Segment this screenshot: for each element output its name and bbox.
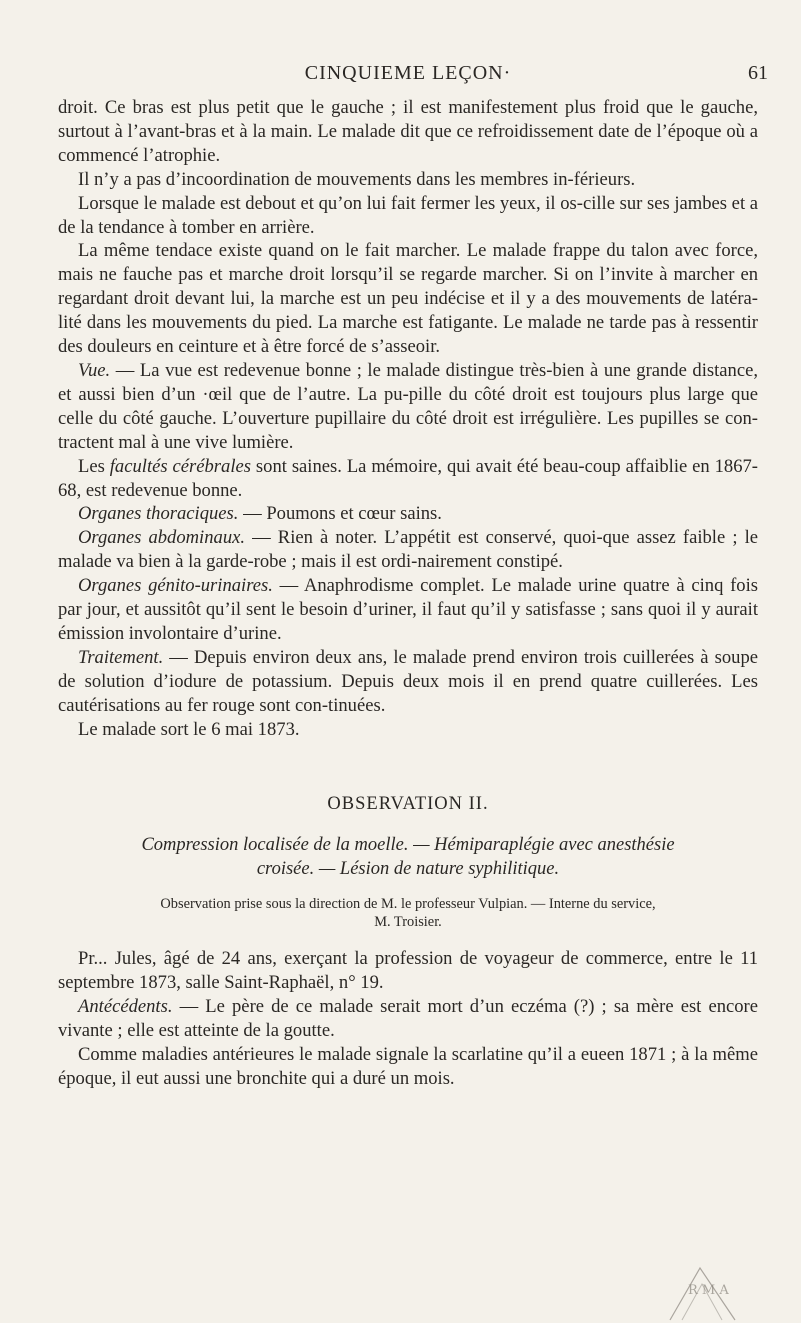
paragraph-text: Les [78,455,110,477]
paragraph-text: — Poumons et cœur sains. [238,503,442,525]
running-title: CINQUIEME LEÇON· [304,62,512,84]
paragraph [58,646,758,718]
observation-note [58,895,758,931]
paragraph-text: Il n’y a pas d’incoordination de mouvements dans les membres in-férieurs. [78,168,636,190]
paragraph [58,455,758,503]
observation-note-line: M. Troisier. [374,914,442,931]
paragraph [58,96,758,168]
paragraph-text: Lorsque le malade est debout et qu’on lui fait fermer les yeux, il os-cille sur ses jambes et a de la tendance à tomber en arrière. [58,192,759,238]
paragraph [58,359,758,455]
section-label: Organes thoraciques. [78,503,239,525]
paragraph-text: Le malade sort le 6 mai 1873. [78,718,300,740]
paragraph [58,192,758,240]
observation-subtitle-line: croisée. — Lésion de nature syphilitique. [256,859,560,880]
stamp-text: R M A [688,1283,729,1298]
paragraph-text: Pr... Jules, âgé de 24 ans, exerçant la profession de voyageur de commerce, entre le 11 septembre 1873, salle Saint-Raphaël, n° 19. [58,948,758,994]
paragraph-text: droit. Ce bras est plus petit que le gauche ; il est manifestement plus froid que le gauche, surtout à l’avant-bras et à la main. Le malade dit que ce refroidissement date de l’époque où a commencé l’atrophie. [58,97,758,166]
paragraph-text: La même tendace existe quand on le fait marcher. Le malade frappe du talon avec force, mais ne fauche pas et marche droit lorsqu’il se regarde marcher. Si on l’invite à marcher en regardant droit devant lui, la marche est un peu indécise et il y a des mouvements de latéra-lité dans les mouvements du pied. La marche est fatigante. Le malade ne tarde pas à ressentir des douleurs en ceinture et à être forcé de s’asseoir. [58,240,758,358]
paragraph [58,239,758,359]
observation-subtitle-line: Compression localisée de la moelle. — Hémiparaplégie avec anesthésie [141,835,675,856]
paragraph-text: — La vue est redevenue bonne ; le malade distingue très-bien à une grande distance, et aussi bien d’un ·œil que de l’autre. La pu-pille du côté droit est toujours plus large que celle du côté gauche. L’ouverture pupillaire du côté droit est irrégulière. Les pupilles se con-tractent mal à une vive lumière. [58,359,758,453]
paragraph-text: — Le père de ce malade serait mort d’un eczéma (?) ; sa mère est encore vivante ; elle est atteinte de la goutte. [58,996,758,1042]
section-label: Organes génito-urinaires. [78,575,273,597]
book-page [58,0,768,1091]
page-number: 61 [748,62,768,84]
section-label: facultés cérébrales [109,455,251,477]
page-header [58,0,768,96]
paragraph [58,574,758,646]
section-label: Traitement. [78,646,164,668]
section-label: Organes abdominaux. [78,527,246,549]
library-stamp-icon [660,1262,740,1322]
paragraph-text: — Depuis environ deux ans, le malade prend environ trois cuillerées à soupe de solution d’iodure de potassium. Depuis deux mois il en prend quatre cuillerées. Les cautérisations au fer rouge sont con-tinuées. [58,646,758,716]
paragraph [58,718,758,742]
section-label: Antécédents. [78,996,173,1018]
paragraph-text: — Rien à noter. L’appétit est conservé, quoi-que assez faible ; le malade va bien à la garde-robe ; mais il est ordi-nairement constipé. [58,527,758,573]
paragraph [58,947,758,995]
paragraph [58,502,758,526]
paragraph [58,995,758,1043]
paragraph [58,1043,758,1091]
section-label: Vue. [78,359,111,381]
observation-title: OBSERVATION II. [327,794,489,815]
body-text [58,96,758,1091]
paragraph-text: sont saines. La mémoire, qui avait été beau-coup affaiblie en 1867-68, est redevenue bonne. [58,455,759,501]
paragraph-text: Comme maladies antérieures le malade signale la scarlatine qu’il a eueen 1871 ; à la même époque, il eut aussi une bronchite qui a duré un mois. [58,1044,758,1089]
paragraph [58,526,758,574]
observation-subtitle [58,833,758,881]
paragraph [58,168,758,192]
paragraph-text: — Anaphrodisme complet. Le malade urine quatre à cinq fois par jour, et aussitôt qu’il sent le besoin d’uriner, il faut qu’il y satisfasse ; sans quoi il y aurait émission involontaire d’urine. [58,575,758,644]
observation-note-line: Observation prise sous la direction de M. le professeur Vulpian. — Interne du service, [160,896,656,913]
